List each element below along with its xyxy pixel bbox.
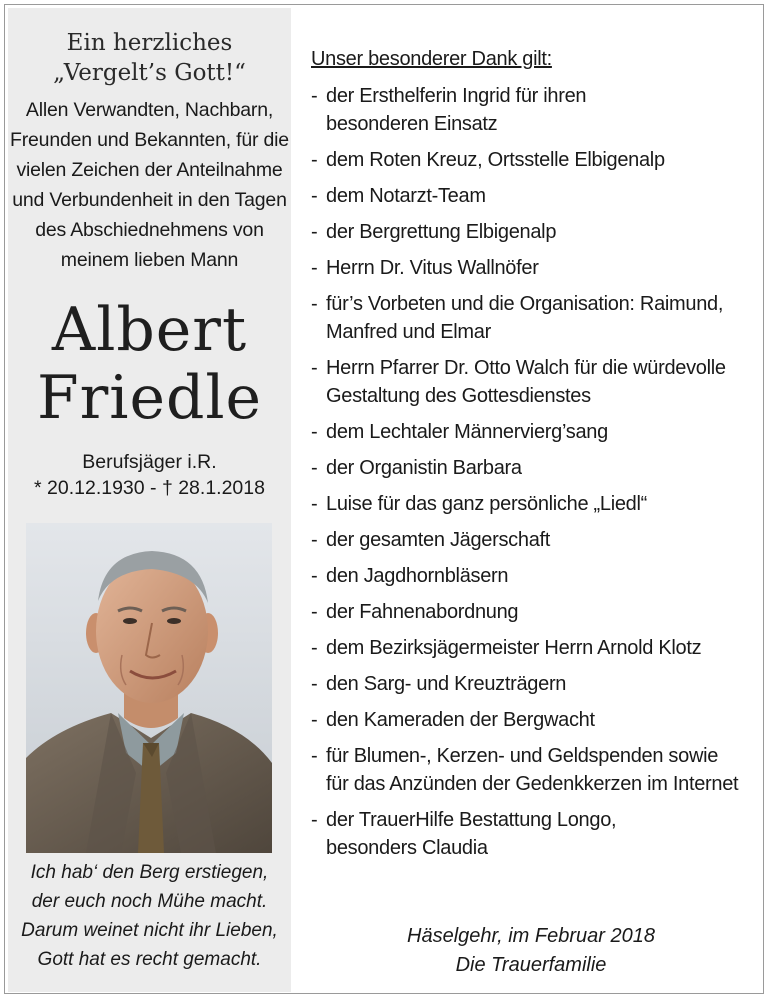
dash-bullet: - (311, 357, 318, 379)
item-line-1: für Blumen-, Kerzen- und Geldspenden sowie (326, 745, 719, 767)
dash-bullet: - (311, 637, 318, 659)
list-item (311, 806, 751, 862)
portrait-illustration (26, 523, 272, 853)
dash-bullet: - (311, 809, 318, 831)
first-name: Albert (51, 295, 248, 365)
item-line-1: den Kameraden der Bergwacht (326, 709, 595, 731)
life-dates: * 20.12.1930 - † 28.1.2018 (34, 477, 265, 499)
dash-bullet: - (311, 493, 318, 515)
list-item (311, 290, 751, 346)
item-line-1: der gesamten Jägerschaft (326, 529, 551, 551)
thanks-heading (8, 28, 291, 88)
list-item (311, 634, 751, 662)
deceased-name (8, 296, 291, 432)
list-item (311, 562, 751, 590)
item-line-1: für’s Vorbeten und die Organisation: Raimund, (326, 293, 724, 315)
list-item (311, 490, 751, 518)
dash-bullet: - (311, 529, 318, 551)
dash-bullet: - (311, 601, 318, 623)
intro-text (8, 95, 291, 275)
list-item (311, 706, 751, 734)
list-item (311, 418, 751, 446)
item-line-2: Gestaltung des Gottesdienstes (326, 385, 591, 407)
dash-bullet: - (311, 745, 318, 767)
last-name: Friedle (36, 363, 263, 433)
dash-bullet: - (311, 673, 318, 695)
left-panel (8, 8, 291, 992)
item-line-1: der Organistin Barbara (326, 457, 522, 479)
list-item (311, 218, 751, 246)
poem-line: Darum weinet nicht ihr Lieben, (21, 920, 278, 941)
dash-bullet: - (311, 293, 318, 315)
heading-line-2: „Vergelt’s Gott!“ (53, 60, 246, 86)
intro-line: vielen Zeichen der Anteilnahme (16, 159, 283, 181)
poem-line: Ich hab‘ den Berg erstiegen, (30, 862, 269, 883)
list-item (311, 146, 751, 174)
item-line-2: besonders Claudia (326, 837, 488, 859)
dash-bullet: - (311, 185, 318, 207)
intro-line: und Verbundenheit in den Tagen (12, 189, 287, 211)
place-date: Häselgehr, im Februar 2018 (407, 925, 655, 947)
thanks-list-heading: Unser besonderer Dank gilt: (311, 48, 552, 70)
list-item (311, 454, 751, 482)
list-item (311, 742, 751, 798)
item-line-1: den Jagdhornbläsern (326, 565, 509, 587)
item-line-1: den Sarg- und Kreuzträgern (326, 673, 567, 695)
item-line-1: Herrn Pfarrer Dr. Otto Walch für die würdevolle (326, 357, 726, 379)
dash-bullet: - (311, 85, 318, 107)
dash-bullet: - (311, 221, 318, 243)
deceased-details (8, 449, 291, 501)
signature-block (311, 922, 751, 980)
list-item (311, 670, 751, 698)
heading-line-1: Ein herzliches (66, 30, 233, 56)
item-line-1: Luise für das ganz persönliche „Liedl“ (326, 493, 648, 515)
memorial-poem (8, 858, 291, 974)
poem-line: Gott hat es recht gemacht. (37, 949, 262, 970)
family-signature: Die Trauerfamilie (455, 954, 607, 976)
item-line-1: dem Notarzt-Team (326, 185, 486, 207)
item-line-1: Herrn Dr. Vitus Wallnöfer (326, 257, 539, 279)
list-item (311, 182, 751, 210)
list-item (311, 526, 751, 554)
list-item (311, 254, 751, 282)
dash-bullet: - (311, 149, 318, 171)
dash-bullet: - (311, 421, 318, 443)
dash-bullet: - (311, 457, 318, 479)
item-line-1: dem Bezirksjägermeister Herrn Arnold Klotz (326, 637, 702, 659)
item-line-2: für das Anzünden der Gedenkkerzen im Internet (326, 773, 739, 795)
item-line-1: der Fahnenabordnung (326, 601, 519, 623)
intro-line: Allen Verwandten, Nachbarn, (25, 99, 274, 121)
thanks-list-section (311, 45, 751, 870)
dash-bullet: - (311, 565, 318, 587)
item-line-1: der Bergrettung Elbigenalp (326, 221, 557, 243)
dash-bullet: - (311, 257, 318, 279)
item-line-1: der TrauerHilfe Bestattung Longo, (326, 809, 617, 831)
item-line-2: Manfred und Elmar (326, 321, 491, 343)
item-line-2: besonderen Einsatz (326, 113, 498, 135)
list-item (311, 598, 751, 626)
poem-line: der euch noch Mühe macht. (31, 891, 268, 912)
occupation: Berufsjäger i.R. (82, 451, 217, 473)
portrait-photo (26, 523, 272, 853)
intro-line: des Abschiednehmens von (35, 219, 264, 241)
item-line-1: dem Lechtaler Männervierg’sang (326, 421, 608, 443)
list-item (311, 82, 751, 138)
dash-bullet: - (311, 709, 318, 731)
list-item (311, 354, 751, 410)
intro-line: meinem lieben Mann (60, 249, 239, 271)
item-line-1: der Ersthelferin Ingrid für ihren (326, 85, 587, 107)
item-line-1: dem Roten Kreuz, Ortsstelle Elbigenalp (326, 149, 665, 171)
intro-line: Freunden und Bekannten, für die (10, 129, 289, 151)
